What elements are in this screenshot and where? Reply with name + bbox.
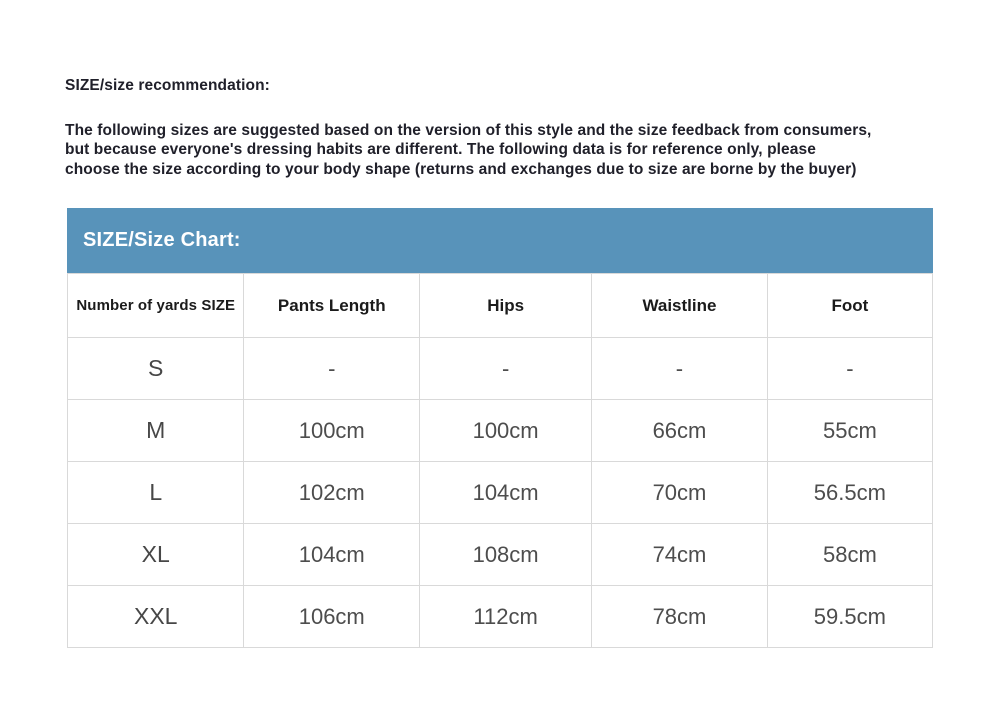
value-cell: 108cm xyxy=(420,524,592,586)
value-cell: 106cm xyxy=(244,586,420,648)
value-cell: - xyxy=(420,338,592,400)
col-header-size: Number of yards SIZE xyxy=(68,274,244,338)
value-cell: 58cm xyxy=(767,524,932,586)
value-cell: 100cm xyxy=(244,400,420,462)
value-cell: - xyxy=(592,338,768,400)
size-cell: XXL xyxy=(68,586,244,648)
size-recommendation-heading: SIZE/size recommendation: xyxy=(65,77,270,94)
size-chart-title-bar xyxy=(67,208,933,273)
size-cell: M xyxy=(68,400,244,462)
col-header-foot: Foot xyxy=(767,274,932,338)
value-cell: 55cm xyxy=(767,400,932,462)
value-cell: 104cm xyxy=(420,462,592,524)
table-row xyxy=(68,462,933,524)
value-cell: 112cm xyxy=(420,586,592,648)
col-header-pants-length: Pants Length xyxy=(244,274,420,338)
size-chart-table xyxy=(67,273,933,648)
table-header-row xyxy=(68,274,933,338)
recommendation-line-3: choose the size according to your body shape (returns and exchanges due to size are borne by the buyer) xyxy=(65,160,857,178)
size-chart-title: SIZE/Size Chart: xyxy=(83,229,241,251)
size-cell: L xyxy=(68,462,244,524)
table-row xyxy=(68,338,933,400)
size-recommendation-paragraph xyxy=(65,121,945,179)
value-cell: 70cm xyxy=(592,462,768,524)
value-cell: 59.5cm xyxy=(767,586,932,648)
value-cell: 66cm xyxy=(592,400,768,462)
size-cell: S xyxy=(68,338,244,400)
value-cell: 74cm xyxy=(592,524,768,586)
value-cell: 102cm xyxy=(244,462,420,524)
value-cell: 78cm xyxy=(592,586,768,648)
value-cell: - xyxy=(244,338,420,400)
col-header-waistline: Waistline xyxy=(592,274,768,338)
table-row xyxy=(68,524,933,586)
table-row xyxy=(68,586,933,648)
value-cell: 100cm xyxy=(420,400,592,462)
value-cell: - xyxy=(767,338,932,400)
value-cell: 56.5cm xyxy=(767,462,932,524)
recommendation-line-2: but because everyone's dressing habits are different. The following data is for reference only, please xyxy=(65,141,816,159)
col-header-hips: Hips xyxy=(420,274,592,338)
size-cell: XL xyxy=(68,524,244,586)
value-cell: 104cm xyxy=(244,524,420,586)
recommendation-line-1: The following sizes are suggested based on the version of this style and the size feedback from consumers, xyxy=(65,122,872,139)
table-row xyxy=(68,400,933,462)
